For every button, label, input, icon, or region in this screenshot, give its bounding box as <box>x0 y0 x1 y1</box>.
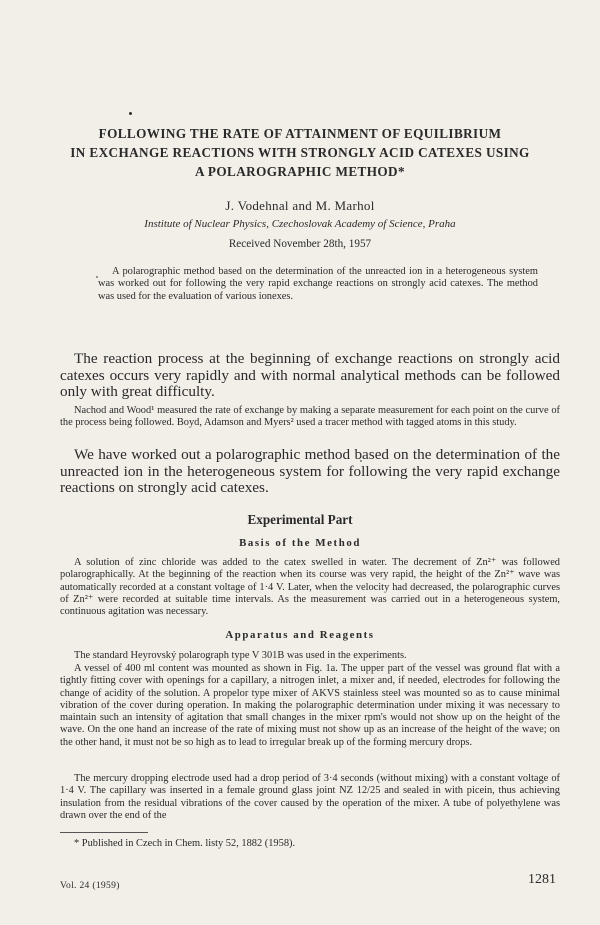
subsection-heading-apparatus: Apparatus and Reagents <box>225 629 375 641</box>
abstract: A polarographic method based on the determination of the unreacted ion in a heterogeneous system was worked out for following the very rapid exchange reactions on strongly acid catexes. The method was used for the evaluation of various ionexes. <box>98 266 538 302</box>
intro-paragraph-2: Nachod and Wood¹ measured the rate of exchange by making a separate measurement for each point on the curve of the process being followed. Boyd, Adamson and Myers² used a tracer method with tagged atoms in this study. <box>60 405 560 429</box>
intro-paragraph-1: The reaction process at the beginning of exchange reactions on strongly acid catexes occurs very rapidly and with normal analytical methods can be followed only with great difficulty. <box>60 350 560 401</box>
title-line-2: IN EXCHANGE REACTIONS WITH STRONGLY ACID CATEXES USING <box>70 145 530 160</box>
title-line-3: A POLAROGRAPHIC METHOD* <box>195 164 405 179</box>
printing-dot <box>129 112 132 115</box>
received-date: Received November 28th, 1957 <box>228 238 372 250</box>
authors: J. Vodehnal and M. Marhol <box>225 198 375 213</box>
footnote: * Published in Czech in Chem. listy 52, 1882 (1958). <box>74 838 296 849</box>
basis-paragraph: A solution of zinc chloride was added to the catex swelled in water. The decrement of Zn²⁺ was followed polarographically. At the beginning of the reaction when its course was very rapid, the height of the Zn²⁺ wave was automatically recorded at a constant voltage of 1·4 V. Later, when the velocity had decreased, the polarographic curves of Zn²⁺ were recorded at suitable time intervals. As the measurement was carried out in a heterogeneous system, continuous agitation was necessary. <box>60 557 560 618</box>
title-line-1: FOLLOWING THE RATE OF ATTAINMENT OF EQUILIBRIUM <box>98 126 502 141</box>
footer-volume: Vol. 24 (1959) <box>60 880 120 891</box>
affiliation: Institute of Nuclear Physics, Czechoslovak Academy of Science, Praha <box>144 218 456 230</box>
apparatus-paragraph-1: The standard Heyrovský polarograph type V 301B was used in the experiments. <box>74 650 407 661</box>
page-number: 1281 <box>528 872 556 887</box>
subsection-heading-basis: Basis of the Method <box>239 537 361 549</box>
section-heading: Experimental Part <box>247 512 353 527</box>
apparatus-paragraph-2: A vessel of 400 ml content was mounted as shown in Fig. 1a. The upper part of the vessel was ground flat with a tightly fitting cover with openings for a capillary, a nitrogen inlet, a mixer and, if needed, electrodes for following the change of acidity of the solution. A propelor type mixer of AKVS stainless steel was mounted so as to cause minimal vibration of the cover during operation. In making the polarographic determination under mixing it was necessary to maintain such an intensity of agitation that small changes in the mixer rpm's would not show up on the height of the wave. On the one hand an increase of the rate of mixing must not show up as an increase of the height of the wave; on the other hand, it must not be so high as to lead to irregular break up of the forming mercury drops. <box>60 663 560 748</box>
intro-paragraph-3: We have worked out a polarographic method based on the determination of the unreacted ion in the heterogeneous system for following the very rapid exchange reactions on strongly acid catexes. <box>60 446 560 497</box>
apparatus-paragraph-3: The mercury dropping electrode used had a drop period of 3·4 seconds (without mixing) with a constant voltage of 1·4 V. The capillary was inserted in a female ground glass joint NZ 12/25 and sealed in with picein, thus achieving insulation from the residual vibrations of the cover caused by the operation of the mixer. A tube of polyethylene was drawn over the end of the <box>60 773 560 821</box>
article-title <box>40 124 560 181</box>
footnote-rule <box>60 832 148 833</box>
